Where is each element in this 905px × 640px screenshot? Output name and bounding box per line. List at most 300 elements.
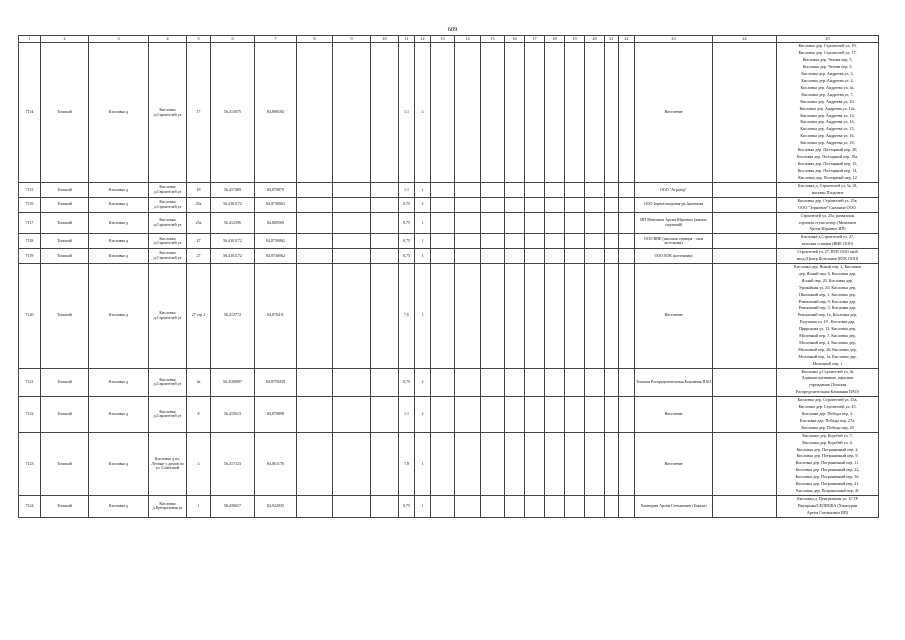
table-row: [19, 183, 879, 198]
cell-empty: [713, 212, 777, 234]
column-number: 24: [713, 36, 777, 43]
cell-empty: [431, 368, 455, 397]
cell-empty: [605, 432, 619, 495]
cell-empty: [455, 397, 481, 433]
address-line: торговля стуна хотор. (Минлазов: [798, 219, 857, 225]
cell-location: Кисловка д.Строителей ул: [149, 43, 187, 183]
cell-area: 0,75: [399, 249, 415, 264]
column-number: 9: [333, 36, 371, 43]
cell-empty: [505, 183, 525, 198]
cell-empty: [505, 397, 525, 433]
cell-empty: [619, 397, 635, 433]
cell-empty: [713, 495, 777, 517]
cell-empty: [455, 183, 481, 198]
address-line: Природная ул, 13, Кисловка дер,: [799, 326, 856, 332]
cell-area: 1,1: [399, 397, 415, 433]
cell-lon: 84,922035: [255, 495, 297, 517]
cell-lat: 56,4101172: [211, 249, 255, 264]
cell-lat: 56,412396: [211, 212, 255, 234]
cell-lon: 84,8730062: [255, 249, 297, 264]
address-line: Кисловка дер. Строителей ул, 19,: [798, 43, 857, 49]
address-line: Кисловка дер. Андреева ул, 15,: [800, 126, 855, 132]
cell-owner: ООО ВТК (котельная): [635, 249, 713, 264]
cell-house: 25а: [187, 212, 211, 234]
cell-addresses: [777, 183, 879, 198]
table-row: [19, 212, 879, 234]
address-line: высокая станция (ВНЕ ООО): [802, 241, 853, 247]
cell-empty: [585, 183, 605, 198]
address-line: Кисловка дер. Полтарный пер, 15,: [797, 160, 858, 166]
cell-house: 17: [187, 43, 211, 183]
cell-lon: 84,870898: [255, 397, 297, 433]
cell-empty: [371, 495, 399, 517]
table-row: [19, 495, 879, 517]
cell-lat: 56,4100097: [211, 368, 255, 397]
address-line: Кисловка дер. Пограничный пер, 22,: [795, 467, 860, 473]
address-line: Строителей ул, 25а, развалины: [800, 212, 855, 218]
cell-empty: [371, 432, 399, 495]
address-line: Кисловка дер. Строителей ул, 43а,: [797, 397, 858, 403]
cell-settlement: Кисловка д: [89, 432, 149, 495]
address-line: Кисловка дер. Строителей ул, 17,: [798, 50, 857, 56]
address-line: Молочный пер, 26, Кисловка дер,: [798, 346, 857, 352]
column-number: 21: [605, 36, 619, 43]
address-line: Кисловка дер. Строителей ул, 25а,: [797, 197, 858, 203]
column-number: 15: [481, 36, 505, 43]
address-line: Кисловка дер. Коробей ул, 7,: [802, 432, 853, 438]
cell-house: 27 стр 2: [187, 263, 211, 368]
cell-empty: [585, 368, 605, 397]
cell-empty: [713, 197, 777, 212]
cell-empty: [455, 432, 481, 495]
cell-owner: Население: [635, 397, 713, 433]
column-number-row: [19, 36, 879, 43]
cell-empty: [619, 495, 635, 517]
cell-empty: [333, 43, 371, 183]
table-row: [19, 263, 879, 368]
cell-empty: [431, 234, 455, 249]
cell-empty: [565, 197, 585, 212]
register-table: [18, 35, 879, 518]
cell-location: Кисловка д.пл. Лесные у домов по ул. Советской: [149, 432, 187, 495]
cell-empty: [605, 183, 619, 198]
cell-empty: [455, 263, 481, 368]
table-row: [19, 397, 879, 433]
cell-empty: [525, 495, 545, 517]
cell-empty: [371, 234, 399, 249]
cell-district: Томский: [41, 249, 89, 264]
cell-owner: Хачатурян Артём Степанович (Бакала): [635, 495, 713, 517]
cell-lat: 56,4101172: [211, 234, 255, 249]
cell-empty: [565, 212, 585, 234]
address-line: Кисловка дер. Коробей ул, 4,: [802, 439, 853, 445]
cell-empty: [297, 249, 333, 264]
cell-empty: [545, 495, 565, 517]
cell-empty: [619, 212, 635, 234]
cell-district: Томский: [41, 397, 89, 433]
cell-district: Томский: [41, 263, 89, 368]
cell-empty: [333, 495, 371, 517]
column-number: 13: [431, 36, 455, 43]
address-line: Кисловка дер. Ясный пер, 2, Кисловка: [794, 263, 861, 269]
cell-empty: [525, 397, 545, 433]
cell-empty: [605, 368, 619, 397]
cell-empty: [619, 263, 635, 368]
cell-empty: [431, 197, 455, 212]
address-line: Строителей ул, 27, ВТК ООО свой: [797, 249, 858, 255]
cell-empty: [297, 234, 333, 249]
cell-location: Кисловка д.Строителей ул: [149, 197, 187, 212]
table-row: [19, 43, 879, 183]
cell-empty: [333, 249, 371, 264]
cell-empty: [333, 234, 371, 249]
cell-empty: [585, 263, 605, 368]
cell-empty: [713, 249, 777, 264]
address-line: Кисловка дер. Андреева ул, 16,: [800, 133, 855, 139]
cell-empty: [505, 212, 525, 234]
cell-empty: [333, 197, 371, 212]
cell-house: 2: [187, 432, 211, 495]
cell-empty: [605, 263, 619, 368]
cell-lat: 56,439657: [211, 495, 255, 517]
address-line: Школьный пер, 1, Кисловка дер,: [799, 291, 856, 297]
cell-empty: [525, 432, 545, 495]
cell-addresses: [777, 368, 879, 397]
cell-settlement: Кисловка д: [89, 234, 149, 249]
cell-settlement: Кисловка д: [89, 43, 149, 183]
address-line: Кисловка дер. Пограничный пер, 41: [796, 487, 859, 493]
cell-empty: [505, 197, 525, 212]
cell-empty: [297, 263, 333, 368]
table-row: [19, 432, 879, 495]
cell-count: 2: [415, 368, 431, 397]
cell-empty: [371, 397, 399, 433]
column-number: 6: [211, 36, 255, 43]
cell-empty: [481, 432, 505, 495]
cell-district: Томский: [41, 432, 89, 495]
address-line: Кисловка дер. Андреева ул, 3,: [801, 71, 854, 77]
cell-empty: [545, 263, 565, 368]
cell-empty: [505, 432, 525, 495]
cell-empty: [333, 432, 371, 495]
cell-empty: [371, 183, 399, 198]
column-number: 12: [415, 36, 431, 43]
cell-empty: [333, 212, 371, 234]
table-row: [19, 368, 879, 397]
address-line: ООО "Зерновые" Снежные ООО.: [798, 204, 857, 210]
cell-empty: [585, 234, 605, 249]
column-number: 1: [19, 36, 41, 43]
cell-settlement: Кисловка д: [89, 197, 149, 212]
address-line: Молочный пер, 1: [812, 360, 843, 366]
address-line: Молочный пер, 7, Кисловка дер,: [799, 333, 856, 339]
cell-id: 7123: [19, 432, 41, 495]
page-number: 609: [447, 26, 458, 33]
cell-location: Кисловка д.Строителей ул: [149, 397, 187, 433]
cell-area: 0,75: [399, 495, 415, 517]
cell-area: 0,75: [399, 368, 415, 397]
column-number: 5: [187, 36, 211, 43]
cell-empty: [333, 368, 371, 397]
cell-empty: [585, 397, 605, 433]
cell-addresses: [777, 263, 879, 368]
cell-area: 0,75: [399, 234, 415, 249]
address-line: Молочный пер, 1а, Кисловка дер,: [798, 353, 857, 359]
cell-house: 27: [187, 234, 211, 249]
cell-addresses: [777, 249, 879, 264]
cell-owner: ООО "Агротор": [635, 183, 713, 198]
cell-empty: [545, 234, 565, 249]
cell-empty: [371, 368, 399, 397]
address-line: Кисловка дер. Пограничный пер, 41,: [795, 481, 860, 487]
address-line: Радужная ул, 19 , Кисловка дер,: [799, 319, 856, 325]
cell-district: Томский: [41, 183, 89, 198]
address-line: Артем Юрьевич ИП): [809, 226, 846, 232]
cell-empty: [431, 397, 455, 433]
address-line: Кисловка дер. Андреева ул, 14,: [800, 119, 855, 125]
cell-empty: [619, 249, 635, 264]
cell-empty: [371, 212, 399, 234]
cell-empty: [713, 368, 777, 397]
address-line: Кисловка дер. Андреева ул, 13,: [800, 112, 855, 118]
cell-empty: [481, 183, 505, 198]
cell-empty: [455, 368, 481, 397]
cell-empty: [713, 234, 777, 249]
cell-district: Томский: [41, 234, 89, 249]
address-line: вход (Центр Котельная (ВТК ООО): [796, 256, 859, 262]
cell-empty: [371, 249, 399, 264]
address-line: дер. Ясный пер, 6, Кисловка дер,: [798, 270, 857, 276]
cell-settlement: Кисловка д: [89, 495, 149, 517]
cell-empty: [455, 495, 481, 517]
cell-empty: [297, 197, 333, 212]
cell-id: 7120: [19, 263, 41, 368]
cell-lon: 84,8759439: [255, 368, 297, 397]
cell-empty: [605, 249, 619, 264]
column-number: 3: [89, 36, 149, 43]
cell-empty: [619, 368, 635, 397]
cell-empty: [481, 263, 505, 368]
cell-count: 2: [415, 197, 431, 212]
cell-house: 27: [187, 249, 211, 264]
cell-settlement: Кисловка д: [89, 249, 149, 264]
address-line: Ремонтный пер, 5, Кисловка дер,: [798, 305, 857, 311]
column-number: 10: [371, 36, 399, 43]
column-number: 2: [41, 36, 89, 43]
cell-count: 1: [415, 212, 431, 234]
cell-addresses: [777, 495, 879, 517]
cell-addresses: [777, 212, 879, 234]
cell-empty: [713, 432, 777, 495]
cell-area: 0,75: [399, 197, 415, 212]
cell-count: 1: [415, 263, 431, 368]
cell-area: 7,6: [399, 263, 415, 368]
cell-owner: ИП Минлазов Артем Юрьевич (жилых строений): [635, 212, 713, 234]
address-line: Кисловка дер. Андреева ул, 4,: [801, 77, 854, 83]
address-line: Кисловка дер. Андреева ул, 18,: [800, 140, 855, 146]
cell-area: 1,1: [399, 183, 415, 198]
cell-settlement: Кисловка д: [89, 368, 149, 397]
address-line: Кисловка дер. Полтарный пер, 12: [798, 174, 857, 180]
address-line: Урожайная ул, 20, Кисловка дер,: [799, 284, 856, 290]
cell-location: Кисловка д.Строителей ул: [149, 183, 187, 198]
column-number: 22: [619, 36, 635, 43]
column-number: 14: [455, 36, 481, 43]
cell-empty: [455, 212, 481, 234]
cell-empty: [455, 43, 481, 183]
cell-empty: [619, 234, 635, 249]
cell-empty: [545, 432, 565, 495]
cell-empty: [297, 432, 333, 495]
cell-lon: 84,870879: [255, 183, 297, 198]
cell-district: Томский: [41, 43, 89, 183]
cell-owner: ООО ВНЕ (высокая станция - своя котельная): [635, 234, 713, 249]
cell-empty: [297, 212, 333, 234]
cell-id: 7117: [19, 212, 41, 234]
cell-location: Кисловка д.Строителей ул: [149, 368, 187, 397]
cell-house: 4а: [187, 368, 211, 397]
cell-count: 1: [415, 432, 431, 495]
cell-empty: [455, 249, 481, 264]
cell-lon: 84,8730062: [255, 234, 297, 249]
cell-settlement: Кисловка д: [89, 263, 149, 368]
cell-empty: [525, 249, 545, 264]
cell-empty: [565, 368, 585, 397]
address-line: Ремонтный пер, 9, Кисловка дер,: [798, 298, 857, 304]
address-line: Кисловка дер. Победы пер, 2,: [801, 411, 854, 416]
cell-empty: [545, 183, 565, 198]
address-line: Кисловка дер. Строителей ул, 45,: [798, 404, 857, 410]
cell-addresses: [777, 197, 879, 212]
column-number: 17: [525, 36, 545, 43]
cell-addresses: [777, 397, 879, 433]
cell-lat: 56,413772: [211, 263, 255, 368]
cell-empty: [481, 495, 505, 517]
cell-lat: 56,415613: [211, 397, 255, 433]
cell-empty: [431, 183, 455, 198]
cell-id: 7122: [19, 397, 41, 433]
cell-addresses: [777, 234, 879, 249]
cell-count: 1: [415, 495, 431, 517]
cell-empty: [565, 495, 585, 517]
cell-lon: 84,868184: [255, 43, 297, 183]
cell-empty: [505, 249, 525, 264]
address-line: Кисловка дер. Андреева ул, 4а,: [800, 84, 855, 90]
cell-empty: [297, 43, 333, 183]
cell-empty: [481, 249, 505, 264]
cell-empty: [297, 183, 333, 198]
table-row: [19, 249, 879, 264]
cell-empty: [605, 197, 619, 212]
cell-empty: [565, 234, 585, 249]
cell-empty: [297, 397, 333, 433]
address-line: Кисловка дер. Пограничный пер, 9,: [796, 453, 859, 459]
cell-id: 7119: [19, 249, 41, 264]
column-number: 18: [545, 36, 565, 43]
cell-lat: 56,417409: [211, 183, 255, 198]
cell-owner: Население: [635, 432, 713, 495]
cell-empty: [525, 183, 545, 198]
address-line: магазин Плодовое: [811, 189, 844, 195]
cell-id: 7121: [19, 368, 41, 397]
cell-lon: 84,869569: [255, 212, 297, 234]
cell-empty: [481, 212, 505, 234]
cell-lat: 56,4101172: [211, 197, 255, 212]
cell-owner: ООО Зерногоизделия-рь Заказчика: [635, 197, 713, 212]
table-row: [19, 197, 879, 212]
column-number: 16: [505, 36, 525, 43]
cell-empty: [455, 197, 481, 212]
cell-empty: [713, 43, 777, 183]
cell-empty: [605, 43, 619, 183]
cell-location: Кисловка д.Строителей ул: [149, 234, 187, 249]
cell-empty: [545, 43, 565, 183]
cell-empty: [565, 263, 585, 368]
cell-area: 7,8: [399, 432, 415, 495]
cell-empty: [585, 495, 605, 517]
cell-empty: [297, 368, 333, 397]
cell-addresses: [777, 432, 879, 495]
address-line: Кисловка дер. Полтарный пер, 20,: [797, 147, 858, 153]
address-line: Кисловка дер. Полтарный пер, 18а,: [796, 153, 859, 159]
address-line: Внукрына/СЕЛИЦКА (Хачатурян: [797, 502, 858, 508]
cell-empty: [431, 495, 455, 517]
cell-empty: [525, 263, 545, 368]
cell-empty: [585, 249, 605, 264]
cell-empty: [505, 368, 525, 397]
cell-empty: [505, 263, 525, 368]
column-number: 8: [297, 36, 333, 43]
cell-area: 1,1: [399, 43, 415, 183]
cell-empty: [605, 495, 619, 517]
address-line: Кисловка дер. Чехова пер, 3,: [802, 57, 853, 63]
column-number: 11: [399, 36, 415, 43]
cell-empty: [619, 197, 635, 212]
cell-count: 2: [415, 43, 431, 183]
cell-count: 1: [415, 234, 431, 249]
cell-id: 7114: [19, 43, 41, 183]
cell-empty: [333, 397, 371, 433]
cell-empty: [545, 249, 565, 264]
cell-empty: [585, 432, 605, 495]
cell-lat: 56,413075: [211, 43, 255, 183]
cell-lat: 56,417123: [211, 432, 255, 495]
cell-empty: [431, 212, 455, 234]
cell-house: 1: [187, 495, 211, 517]
cell-location: Кисловка д.Строителей ул: [149, 263, 187, 368]
cell-empty: [481, 197, 505, 212]
register-body: [19, 36, 879, 518]
cell-settlement: Кисловка д: [89, 212, 149, 234]
column-number: 23: [635, 36, 713, 43]
cell-location: Кисловка д.Строителей ул: [149, 212, 187, 234]
cell-empty: [525, 43, 545, 183]
cell-empty: [585, 43, 605, 183]
cell-house: 8: [187, 397, 211, 433]
address-line: Административные, офисные: [801, 375, 854, 381]
cell-empty: [505, 234, 525, 249]
cell-owner: Томская Распределительная Компания ПАО: [635, 368, 713, 397]
cell-empty: [585, 212, 605, 234]
cell-empty: [481, 397, 505, 433]
address-line: Артём Степанович ИП): [806, 509, 849, 515]
cell-count: 2: [415, 397, 431, 433]
cell-empty: [431, 249, 455, 264]
cell-empty: [525, 234, 545, 249]
cell-id: 7116: [19, 197, 41, 212]
cell-location: Кисловка д.Строителей ул: [149, 249, 187, 264]
cell-empty: [565, 183, 585, 198]
